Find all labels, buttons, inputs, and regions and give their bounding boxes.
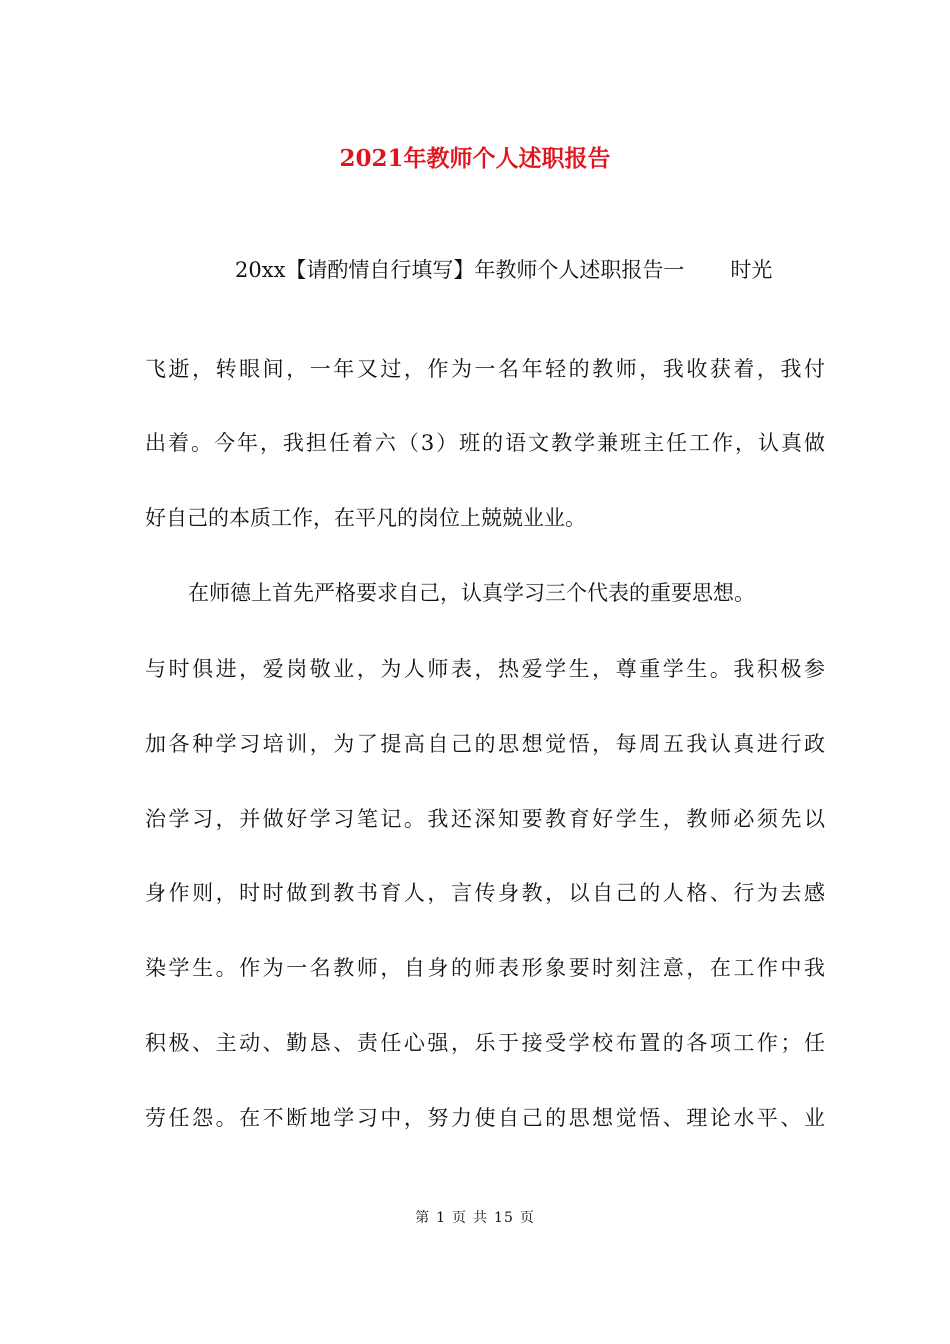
paragraph-2-line-7: 积极、主动、勤恳、责任心强，乐于接受学校布置的各项工作；任 bbox=[145, 1031, 825, 1055]
footer-total-word: 共 bbox=[473, 1210, 489, 1226]
footer-total-pages: 15 bbox=[494, 1210, 514, 1226]
footer-page-word: 页 bbox=[452, 1210, 468, 1226]
paragraph-2-line-6: 染学生。作为一名教师，自身的师表形象要时刻注意，在工作中我 bbox=[145, 956, 825, 980]
footer-prefix: 第 bbox=[415, 1210, 431, 1226]
paragraph-1-line-1-tail: 时光 bbox=[730, 258, 773, 282]
page-number-footer bbox=[0, 1207, 950, 1227]
paragraph-2-line-1: 在师德上首先严格要求自己，认真学习三个代表的重要思想。 bbox=[188, 581, 755, 605]
paragraph-1-line-3: 出着。今年，我担任着六（3）班的语文教学兼班主任工作，认真做 bbox=[145, 431, 825, 455]
paragraph-2-line-8: 劳任怨。在不断地学习中，努力使自己的思想觉悟、理论水平、业 bbox=[145, 1106, 825, 1130]
footer-suffix: 页 bbox=[519, 1210, 535, 1226]
paragraph-1-line-1-text: 20xx【请酌情自行填写】年教师个人述职报告一 bbox=[235, 258, 685, 282]
paragraph-2-line-2: 与时俱进，爱岗敬业，为人师表，热爱学生，尊重学生。我积极参 bbox=[145, 657, 825, 681]
document-title: 2021年教师个人述职报告 bbox=[339, 145, 611, 172]
paragraph-1-line-2: 飞逝，转眼间，一年又过，作为一名年轻的教师，我收获着，我付 bbox=[145, 357, 825, 381]
paragraph-1-line-4: 好自己的本质工作，在平凡的岗位上兢兢业业。 bbox=[145, 506, 586, 530]
paragraph-2-line-4: 治学习，并做好学习笔记。我还深知要教育好学生，教师必须先以 bbox=[145, 807, 825, 831]
paragraph-2-line-5: 身作则，时时做到教书育人，言传身教，以自己的人格、行为去感 bbox=[145, 881, 825, 905]
paragraph-2-line-3: 加各种学习培训，为了提高自己的思想觉悟，每周五我认真进行政 bbox=[145, 732, 825, 756]
footer-current-page: 1 bbox=[436, 1210, 447, 1226]
paragraph-1-line-1 bbox=[235, 255, 805, 285]
